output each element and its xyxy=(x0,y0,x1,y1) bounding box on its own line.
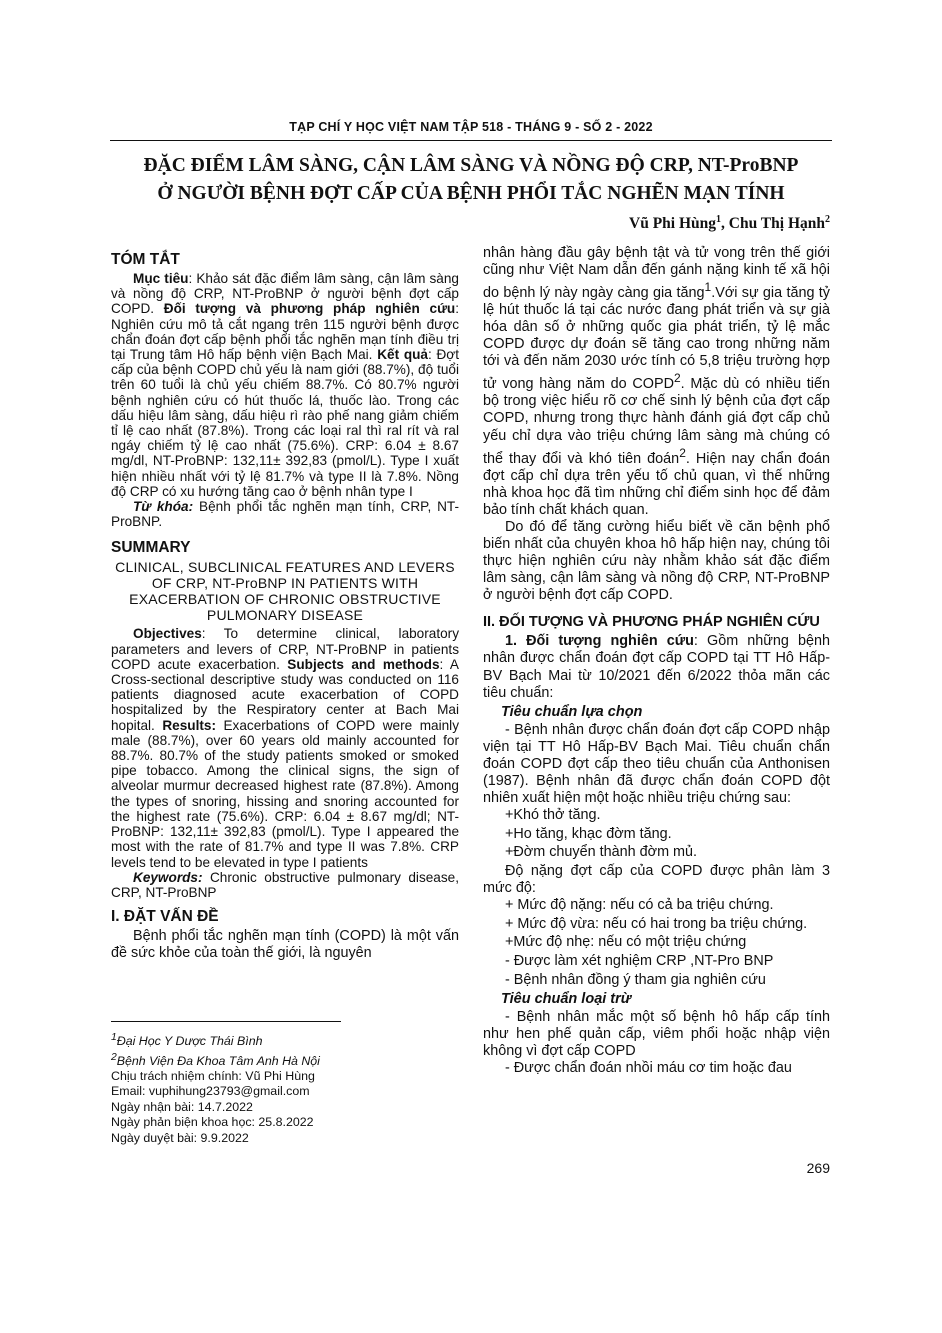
left-column xyxy=(111,245,459,962)
section-1-para-cont xyxy=(483,245,830,519)
severity-item: + Mức độ nặng: nếu có cả ba triệu chứng. xyxy=(505,897,774,914)
right-column xyxy=(483,245,830,1077)
section-2-heading: II. ĐỐI TƯỢNG VÀ PHƯƠNG PHÁP NGHIÊN CỨU xyxy=(483,614,820,631)
symptom-item: +Ho tăng, khạc đờm tăng. xyxy=(505,825,672,842)
summary-heading: SUMMARY xyxy=(111,539,191,557)
review-date: Ngày phản biện khoa học: 25.8.2022 xyxy=(111,1115,314,1130)
abstract-vi-body xyxy=(111,271,459,499)
keywords-text-en: Chronic obstructive pulmonary disease, CRP, NT-ProBNP xyxy=(111,869,459,900)
journal-header: TẠP CHÍ Y HỌC VIỆT NAM TẬP 518 - THÁNG 9 - SỐ 2 - 2022 xyxy=(289,120,653,134)
affiliation-marker: 1 xyxy=(716,214,722,225)
affiliation-1-marker: 1 xyxy=(111,1032,117,1043)
severity-item: +Mức độ nhẹ: nếu có một triệu chứng xyxy=(505,934,747,951)
english-title: CLINICAL, SUBCLINICAL FEATURES AND LEVERS OF CRP, NT-ProBNP IN PATIENTS WITH EXACERBATION OF CHRONIC OBSTRUCTIVE PULMONARY DISEASE xyxy=(115,559,455,624)
severity-item: + Mức độ vừa: nếu có hai trong ba triệu chứng. xyxy=(505,915,808,932)
author-separator: , xyxy=(721,215,729,233)
exclusion-item: - Bệnh nhân mắc một số bệnh hô hấp cấp tính như hen phế quản cấp, viêm phổi hoặc nhập viện không vì đợt cấp COPD xyxy=(483,1008,830,1060)
symptom-item: +Khó thở tăng. xyxy=(505,807,601,824)
intro-text-1: nhân hàng đầu gây bệnh tật và tử vong trên thế giới cũng như Việt Nam dẫn đến gánh nặng kinh tế xã hội do bệnh lý này ngày càng gia tăng xyxy=(483,245,830,301)
subjects-para xyxy=(483,633,830,701)
footnotes xyxy=(111,1030,459,1146)
subjects-methods-text: : A Cross-sectional descriptive study was conducted on 116 patients diagnosed acute exacerbation of COPD hospitalized by the Respiratory center at Bach Mai hopital. xyxy=(111,656,459,733)
criteria-item: - Được làm xét nghiệm CRP ,NT-Pro BNP xyxy=(505,953,774,970)
citation-marker: 2 xyxy=(679,445,686,460)
accepted-date: Ngày duyệt bài: 9.9.2022 xyxy=(111,1130,249,1145)
author-name: Vũ Phi Hùng xyxy=(629,215,717,233)
symptom-item: +Đờm chuyển thành đờm mủ. xyxy=(505,844,698,861)
objectives-text: : To determine clinical, laboratory parameters and levers of CRP, NT-ProBNP in patients COPD acute exacerbation. xyxy=(111,626,459,672)
results-text: : Đợt cấp của bệnh COPD chủ yếu là nam giới (88.7%), độ tuổi trên 60 tuổi là chủ yếu chiếm 88.7%. Có 80.7% người bệnh nghiên cứu có hút thuốc lá, thuốc lào. Trong các dấu hiệu lâm sàng, dấu hiệu rì rào phế nang giảm chiếm tỉ lệ cao nhất (87.8%). Trong các loại ral thì ral rít và ral ngáy chiếm tỷ lệ cao nhất (75.6%). CRP: 6.04 ± 8.67 mg/dl, NT-ProBNP: 132,11± 392,83 (pmol/L). Type I xuất hiện nhiều nhất với tỷ lệ 81.7% và type II là 7.8%. Nồng độ CRP có xu hướng tăng cao ở bệnh nhân type I xyxy=(111,347,459,499)
citation-marker: 2 xyxy=(673,371,681,386)
affiliation-1-text: Đại Học Y Dược Thái Bình xyxy=(116,1034,263,1049)
inclusion-para: - Bệnh nhân được chẩn đoán đợt cấp COPD nhập viện tại TT Hô Hấp-BV Bạch Mai. Tiêu chuẩn chẩn đoán COPD đợt cấp theo tiêu chuẩn của Anthonisen (1987). Bệnh nhân đã được chẩn đoán COPD đột nhiên xuất hiện một hoặc nhiều triệu chứng sau: xyxy=(483,721,830,807)
criteria-item: - Bệnh nhân đồng ý tham gia nghiên cứu xyxy=(505,971,766,988)
email-line: Email: vuphihung23793@gmail.com xyxy=(111,1084,310,1099)
affiliation-1 xyxy=(111,1030,459,1050)
citation-marker: 1 xyxy=(704,280,712,295)
objective-label: Mục tiêu xyxy=(133,271,189,286)
section-1-heading: I. ĐẶT VẤN ĐỀ xyxy=(111,908,219,926)
affiliation-2 xyxy=(111,1050,459,1070)
title-line-1: ĐẶC ĐIỂM LÂM SÀNG, CẬN LÂM SÀNG VÀ NỒNG ĐỘ CRP, NT-ProBNP xyxy=(143,155,799,176)
abstract-vi-heading: TÓM TẮT xyxy=(111,251,180,268)
author-list xyxy=(629,214,830,233)
page-number: 269 xyxy=(806,1160,830,1176)
affiliation-2-text: Bệnh Viện Đa Khoa Tâm Anh Hà Nội xyxy=(116,1053,320,1068)
affiliation-marker: 2 xyxy=(825,214,830,225)
inclusion-heading: Tiêu chuẩn lựa chọn xyxy=(501,703,643,720)
results-text-en: Exacerbations of COPD were mainly male (88.7%), over 60 years old mainly accounted for 88.7%. 80.7% of the study patients smoked or smoked pipe tobacco. Among the clinical signs, the sign of alveolar murmur decreased highest rate (87.8%). Among the types of snoring, hissing and snoring accounted for the highest rate (75.6%). CRP: 6.04 ± 8.67 mg/dl; NT-ProBNP: 132,11± 392,83 (pmol/L). Type I appeared the most with the rate of 81.7% and type II was 7.8%. CRP levels tend to be elevated in type I patients xyxy=(111,717,459,870)
keywords-text: Bệnh phổi tắc nghẽn mạn tính, CRP, NT-ProBNP. xyxy=(111,499,459,530)
article-title xyxy=(110,152,832,208)
exclusion-heading: Tiêu chuẩn loại trừ xyxy=(501,990,632,1007)
header-rule xyxy=(110,140,832,141)
severity-intro: Độ nặng đợt cấp của COPD được phân làm 3 mức độ: xyxy=(483,863,830,897)
intro-text-4: . Hiện nay chẩn đoán đợt cấp chỉ dựa trên yếu tố chủ quan, vì thế những nhà khoa học đã tìm những chỉ điểm sinh học để đảm bảo tính chất khách quan. xyxy=(483,450,830,518)
exclusion-item: - Được chẩn đoán nhồi máu cơ tim hoặc đau xyxy=(505,1060,792,1077)
keywords-vi xyxy=(111,499,459,529)
subjects-methods-label: Subjects and methods xyxy=(287,656,440,672)
results-label: Kết quả xyxy=(377,347,428,363)
subjects-text: : Gồm những bệnh nhân được chẩn đoán đợt cấp COPD tại TT Hô Hấp-BV Bạch Mai từ 10/2021 đến 6/2022 thỏa mãn các tiêu chuẩn: xyxy=(483,633,831,701)
intro-text-3: . Mặc dù có nhiều tiến bộ trong việc hiểu rõ cơ chế sinh lý bệnh của đợt cấp COPD, nhưng trong thực hành đánh giá đợt cấp chủ yếu chỉ dựa vào triệu chứng lâm sàng mà chúng có thể thay đổi và khó tiên đoán xyxy=(483,376,830,467)
keywords-label-en: Keywords: xyxy=(133,869,203,885)
objective-text: : Khảo sát đặc điểm lâm sàng, cận lâm sàng và nồng độ CRP, NT-ProBNP ở người bệnh đợt cấp COPD. xyxy=(111,271,459,317)
intro-text-2: .Với sự gia tăng tỷ lệ hút thuốc lá tại các nước đang phát triển và sự già hóa dân số ở những quốc gia phát triển, tỷ lệ mắc COPD được dự đoán sẽ tăng cao trong những năm tới và đến năm 2030 ước tính có 5,8 triệu trường hợp tử vong hàng năm do COPD xyxy=(483,284,830,393)
section-1-para-2: Do đó để tăng cường hiểu biết về căn bệnh phổ biến nhất của chuyên khoa hô hấp hiện nay, chúng tôi thực hiện nghiên cứu này nhằm khảo sát đặc điểm lâm sàng, cận lâm sàng và nồng độ CRP, NT-ProBNP ở người bệnh đợt cấp COPD. xyxy=(483,518,830,604)
methods-text: : Nghiên cứu mô tả cắt ngang trên 115 người bệnh được chẩn đoán đợt cấp bệnh phổi tắc nghẽn mạn tính điều trị tại Trung tâm Hô hấp bệnh viện Bạch Mai. xyxy=(111,301,459,363)
section-1-para-start: Bệnh phổi tắc nghẽn mạn tính (COPD) là một vấn đề sức khỏe của toàn thế giới, là nguyên xyxy=(111,928,459,962)
received-date: Ngày nhận bài: 14.7.2022 xyxy=(111,1099,253,1114)
affiliation-2-marker: 2 xyxy=(111,1051,117,1063)
results-label-en: Results: xyxy=(162,717,216,733)
subjects-label: 1. Đối tượng nghiên cứu xyxy=(505,633,694,650)
keywords-en xyxy=(111,870,459,900)
author-name: Chu Thị Hạnh xyxy=(728,215,825,233)
footnote-rule xyxy=(111,1021,341,1022)
objectives-label: Objectives xyxy=(133,626,202,642)
title-line-2: Ở NGƯỜI BỆNH ĐỢT CẤP CỦA BỆNH PHỔI TẮC NGHẼN MẠN TÍNH xyxy=(157,183,785,204)
keywords-label: Từ khóa: xyxy=(133,499,194,515)
corresponding-author: Chịu trách nhiệm chính: Vũ Phi Hùng xyxy=(111,1069,315,1084)
methods-label: Đối tượng và phương pháp nghiên cứu xyxy=(163,301,456,317)
abstract-en-body xyxy=(111,626,459,869)
